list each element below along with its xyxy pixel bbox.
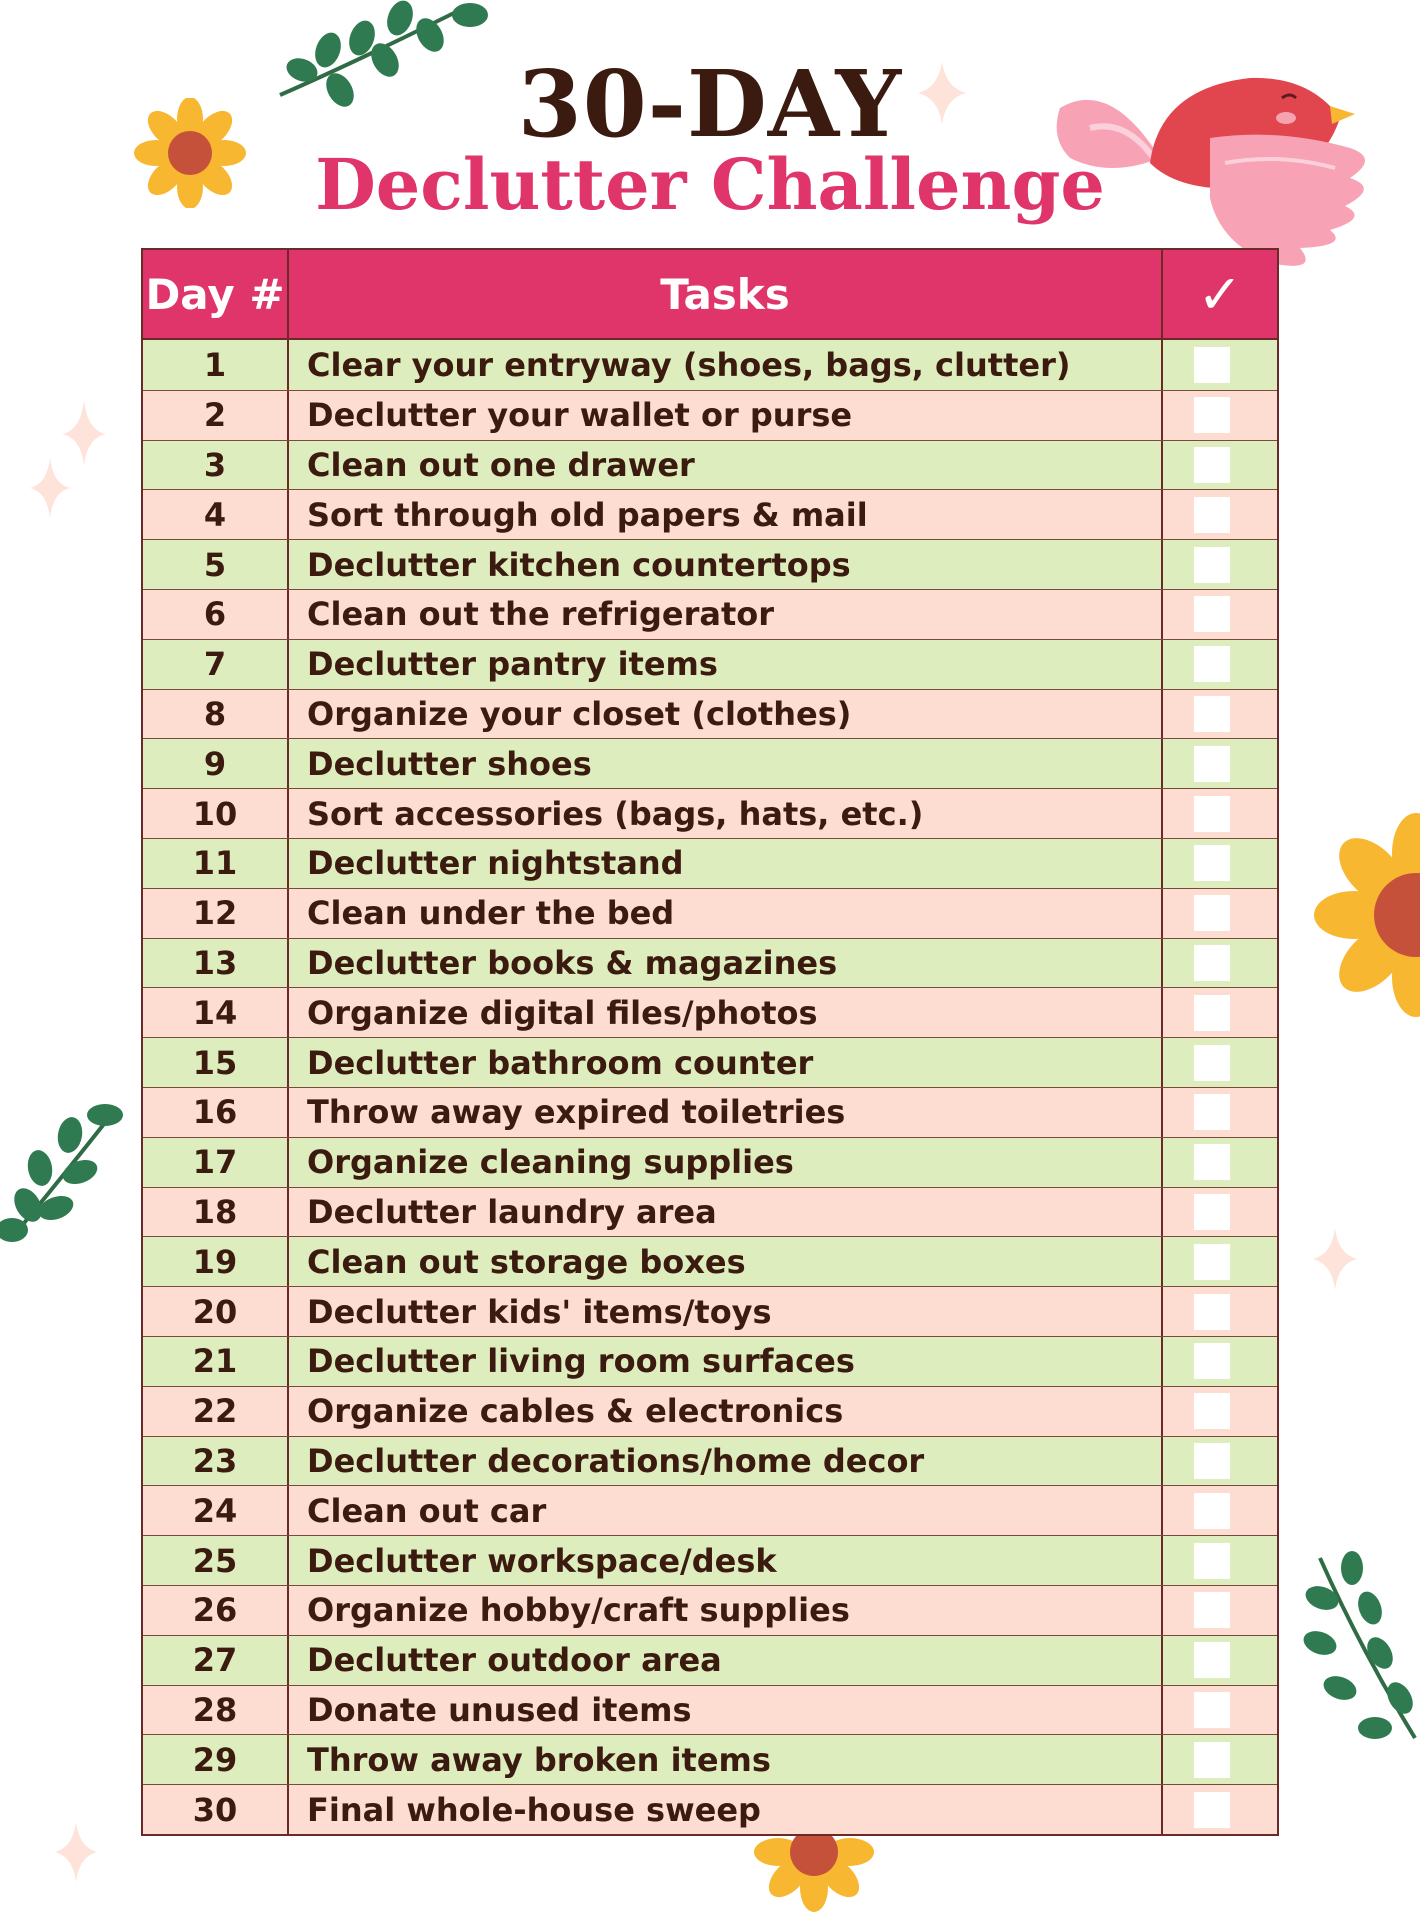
checkbox-cell	[1163, 1486, 1277, 1535]
task-text: Declutter kids' items/toys	[289, 1287, 1163, 1336]
checkbox-cell	[1163, 1237, 1277, 1286]
task-text: Declutter your wallet or purse	[289, 391, 1163, 440]
task-text: Final whole-house sweep	[289, 1785, 1163, 1834]
task-text: Donate unused items	[289, 1686, 1163, 1735]
day-number: 8	[143, 690, 289, 739]
task-text: Sort through old papers & mail	[289, 490, 1163, 539]
task-text: Throw away expired toiletries	[289, 1088, 1163, 1137]
checkbox-cell	[1163, 1287, 1277, 1336]
task-text: Declutter bathroom counter	[289, 1038, 1163, 1087]
table-row	[143, 440, 1277, 490]
table-row	[143, 1286, 1277, 1336]
task-checkbox[interactable]	[1194, 547, 1230, 583]
table-row	[143, 1386, 1277, 1436]
sunflower-icon	[1298, 800, 1420, 1030]
table-row	[143, 1137, 1277, 1187]
table-row	[143, 1685, 1277, 1735]
task-text: Declutter pantry items	[289, 640, 1163, 689]
page-subtitle: Declutter Challenge	[315, 143, 1105, 226]
task-text: Organize cleaning supplies	[289, 1138, 1163, 1187]
day-number: 10	[143, 789, 289, 838]
checkbox-cell	[1163, 789, 1277, 838]
day-number: 21	[143, 1337, 289, 1386]
task-text: Organize your closet (clothes)	[289, 690, 1163, 739]
table-row	[143, 738, 1277, 788]
task-checkbox[interactable]	[1194, 347, 1230, 383]
leaf-branch-icon	[0, 1090, 125, 1255]
task-checkbox[interactable]	[1194, 1045, 1230, 1081]
task-checkbox[interactable]	[1194, 1642, 1230, 1678]
day-number: 29	[143, 1735, 289, 1784]
task-text: Declutter shoes	[289, 739, 1163, 788]
checkbox-cell	[1163, 1138, 1277, 1187]
day-number: 2	[143, 391, 289, 440]
checkbox-cell	[1163, 1586, 1277, 1635]
checkbox-cell	[1163, 1337, 1277, 1386]
checkbox-cell	[1163, 939, 1277, 988]
checkbox-cell	[1163, 340, 1277, 390]
checkbox-cell	[1163, 1686, 1277, 1735]
checkbox-cell	[1163, 839, 1277, 888]
task-checkbox[interactable]	[1194, 1592, 1230, 1628]
task-text: Clean under the bed	[289, 889, 1163, 938]
checkbox-cell	[1163, 1735, 1277, 1784]
table-row	[143, 838, 1277, 888]
table-row	[143, 1635, 1277, 1685]
task-checkbox[interactable]	[1194, 1742, 1230, 1778]
task-checkbox[interactable]	[1194, 1294, 1230, 1330]
leaf-branch-icon	[1300, 1548, 1420, 1748]
day-number: 13	[143, 939, 289, 988]
day-number: 28	[143, 1686, 289, 1735]
task-checkbox[interactable]	[1194, 497, 1230, 533]
table-header	[143, 250, 1277, 340]
table-row	[143, 390, 1277, 440]
day-number: 4	[143, 490, 289, 539]
day-number: 25	[143, 1536, 289, 1585]
task-text: Clear your entryway (shoes, bags, clutter)	[289, 340, 1163, 390]
checkbox-cell	[1163, 1636, 1277, 1685]
table-row	[143, 539, 1277, 589]
task-checkbox[interactable]	[1194, 1244, 1230, 1280]
checkbox-cell	[1163, 1536, 1277, 1585]
task-text: Declutter workspace/desk	[289, 1536, 1163, 1585]
task-text: Declutter living room surfaces	[289, 1337, 1163, 1386]
day-number: 23	[143, 1437, 289, 1486]
checkbox-cell	[1163, 1038, 1277, 1087]
day-number: 1	[143, 340, 289, 390]
task-checkbox[interactable]	[1194, 1343, 1230, 1379]
table-row	[143, 1187, 1277, 1237]
table-row	[143, 888, 1277, 938]
day-number: 24	[143, 1486, 289, 1535]
day-number: 15	[143, 1038, 289, 1087]
task-checkbox[interactable]	[1194, 746, 1230, 782]
task-checkbox[interactable]	[1194, 1543, 1230, 1579]
sparkle-icon	[30, 400, 110, 520]
task-checkbox[interactable]	[1194, 895, 1230, 931]
checkbox-cell	[1163, 739, 1277, 788]
checkbox-cell	[1163, 1785, 1277, 1834]
table-row	[143, 1734, 1277, 1784]
task-text: Throw away broken items	[289, 1735, 1163, 1784]
table-row	[143, 788, 1277, 838]
task-text: Declutter books & magazines	[289, 939, 1163, 988]
task-checkbox[interactable]	[1194, 1393, 1230, 1429]
task-text: Declutter nightstand	[289, 839, 1163, 888]
day-number: 27	[143, 1636, 289, 1685]
checkbox-cell	[1163, 1387, 1277, 1436]
checkbox-cell	[1163, 1088, 1277, 1137]
checkbox-cell	[1163, 441, 1277, 490]
table-row	[143, 987, 1277, 1037]
table-row	[143, 938, 1277, 988]
checkbox-cell	[1163, 889, 1277, 938]
table-body	[143, 340, 1277, 1834]
task-checkbox[interactable]	[1194, 696, 1230, 732]
checkbox-cell	[1163, 690, 1277, 739]
day-number: 14	[143, 988, 289, 1037]
task-checkbox[interactable]	[1194, 1692, 1230, 1728]
task-checkbox[interactable]	[1194, 1443, 1230, 1479]
task-checkbox[interactable]	[1194, 995, 1230, 1031]
task-text: Clean out one drawer	[289, 441, 1163, 490]
task-text: Declutter laundry area	[289, 1188, 1163, 1237]
table-row	[143, 1087, 1277, 1137]
day-number: 19	[143, 1237, 289, 1286]
day-number: 6	[143, 590, 289, 639]
table-row	[143, 489, 1277, 539]
checkbox-cell	[1163, 590, 1277, 639]
day-number: 12	[143, 889, 289, 938]
table-row	[143, 1485, 1277, 1535]
table-row	[143, 1336, 1277, 1386]
table-row	[143, 1236, 1277, 1286]
table-row	[143, 1535, 1277, 1585]
task-text: Clean out storage boxes	[289, 1237, 1163, 1286]
day-number: 3	[143, 441, 289, 490]
checkbox-cell	[1163, 1437, 1277, 1486]
checkbox-cell	[1163, 540, 1277, 589]
task-checkbox[interactable]	[1194, 646, 1230, 682]
table-row	[143, 1436, 1277, 1486]
day-number: 18	[143, 1188, 289, 1237]
checkbox-cell	[1163, 490, 1277, 539]
header-tasks: Tasks	[289, 250, 1163, 338]
day-number: 26	[143, 1586, 289, 1635]
task-text: Declutter decorations/home decor	[289, 1437, 1163, 1486]
table-row	[143, 689, 1277, 739]
task-text: Organize digital files/photos	[289, 988, 1163, 1037]
task-text: Declutter kitchen countertops	[289, 540, 1163, 589]
day-number: 7	[143, 640, 289, 689]
task-checkbox[interactable]	[1194, 397, 1230, 433]
task-checkbox[interactable]	[1194, 1094, 1230, 1130]
task-text: Clean out the refrigerator	[289, 590, 1163, 639]
task-text: Organize hobby/craft supplies	[289, 1586, 1163, 1635]
table-row	[143, 1037, 1277, 1087]
task-checkbox[interactable]	[1194, 796, 1230, 832]
task-checkbox[interactable]	[1194, 1144, 1230, 1180]
task-text: Declutter outdoor area	[289, 1636, 1163, 1685]
table-row	[143, 1784, 1277, 1834]
task-checkbox[interactable]	[1194, 945, 1230, 981]
task-checkbox[interactable]	[1194, 1792, 1230, 1828]
task-checkbox[interactable]	[1194, 1493, 1230, 1529]
day-number: 5	[143, 540, 289, 589]
sparkle-icon	[55, 1822, 97, 1882]
checkbox-cell	[1163, 988, 1277, 1037]
sparkle-icon	[1313, 1228, 1357, 1290]
day-number: 20	[143, 1287, 289, 1336]
task-text: Sort accessories (bags, hats, etc.)	[289, 789, 1163, 838]
task-checkbox[interactable]	[1194, 845, 1230, 881]
checkbox-cell	[1163, 391, 1277, 440]
table-row	[143, 589, 1277, 639]
day-number: 17	[143, 1138, 289, 1187]
day-number: 30	[143, 1785, 289, 1834]
challenge-table	[141, 248, 1279, 1836]
task-text: Organize cables & electronics	[289, 1387, 1163, 1436]
header-day: Day #	[143, 250, 289, 338]
task-checkbox[interactable]	[1194, 596, 1230, 632]
day-number: 9	[143, 739, 289, 788]
task-checkbox[interactable]	[1194, 447, 1230, 483]
day-number: 11	[143, 839, 289, 888]
task-checkbox[interactable]	[1194, 1194, 1230, 1230]
checkbox-cell	[1163, 640, 1277, 689]
header-check-icon: ✓	[1197, 262, 1243, 326]
page-title: 30-DAY	[517, 50, 903, 158]
table-row	[143, 340, 1277, 390]
checkbox-cell	[1163, 1188, 1277, 1237]
day-number: 22	[143, 1387, 289, 1436]
table-row	[143, 639, 1277, 689]
table-row	[143, 1585, 1277, 1635]
task-text: Clean out car	[289, 1486, 1163, 1535]
sunflower-icon	[748, 1830, 880, 1920]
day-number: 16	[143, 1088, 289, 1137]
